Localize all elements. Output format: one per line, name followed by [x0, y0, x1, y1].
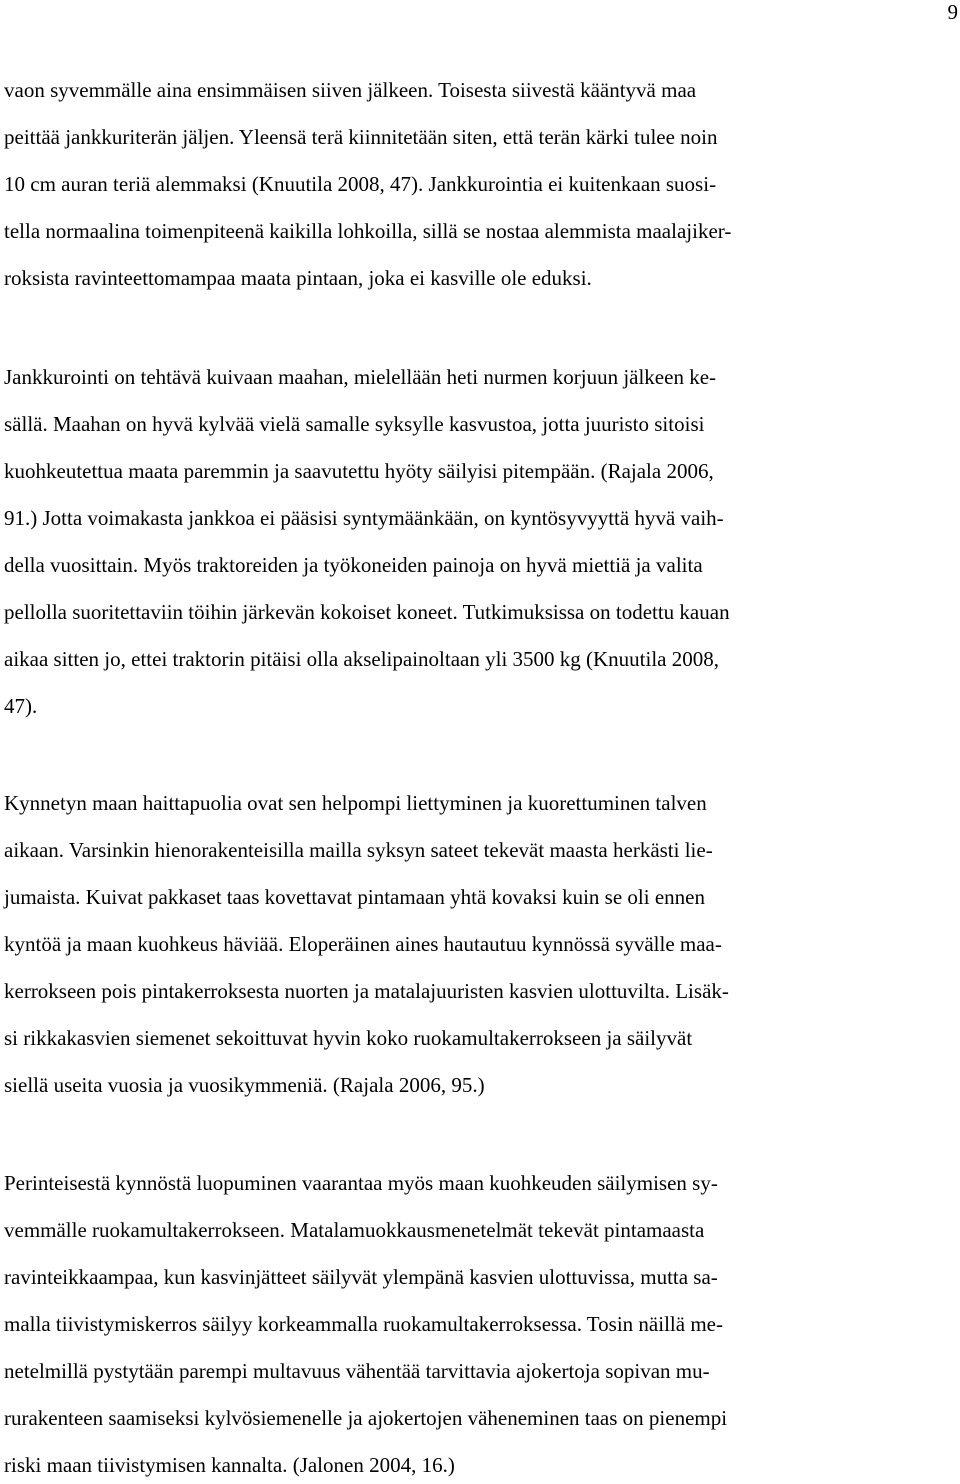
text-line: sällä. Maahan on hyvä kylvää vielä samalle syksylle kasvustoa, jotta juuristo sitoisi [4, 412, 705, 436]
text-line: 10 cm auran teriä alemmaksi (Knuutila 2008, 47). Jankkurointia ei kuitenkaan suosi- [4, 172, 717, 196]
text-line: netelmillä pystytään parempi multavuus vähentää tarvittavia ajokertoja sopivan mu- [4, 1359, 710, 1383]
text-line: Perinteisestä kynnöstä luopuminen vaarantaa myös maan kuohkeuden säilymisen sy- [4, 1171, 718, 1195]
text-line: roksista ravinteettomampaa maata pintaan, joka ei kasville ole eduksi. [4, 266, 592, 290]
text-line: siellä useita vuosia ja vuosikymmeniä. (Rajala 2006, 95.) [4, 1073, 485, 1097]
text-line: ravinteikkaampaa, kun kasvinjätteet säilyvät ylempänä kasvien ulottuvissa, mutta sa- [4, 1265, 718, 1289]
text-line: rurakenteen saamiseksi kylvösiemenelle ja ajokertojen väheneminen taas on pienempi [4, 1406, 728, 1430]
text-line: della vuosittain. Myös traktoreiden ja työkoneiden painoja on hyvä miettiä ja valita [4, 553, 703, 577]
text-line: jumaista. Kuivat pakkaset taas kovettavat pintamaan yhtä kovaksi kuin se oli ennen [4, 885, 705, 909]
text-line: peittää jankkuriterän jäljen. Yleensä terä kiinnitetään siten, että terän kärki tulee noin [4, 125, 718, 149]
text-line: aikaan. Varsinkin hienorakenteisilla mailla syksyn sateet tekevät maasta herkästi lie- [4, 838, 713, 862]
text-line: kuohkeutettua maata paremmin ja saavutettu hyöty säilyisi pitempään. (Rajala 2006, [4, 459, 714, 483]
text-line: riski maan tiivistymisen kannalta. (Jalonen 2004, 16.) [4, 1453, 455, 1477]
text-line: vaon syvemmälle aina ensimmäisen siiven jälkeen. Toisesta siivestä kääntyvä maa [4, 78, 697, 102]
text-line: si rikkakasvien siemenet sekoittuvat hyvin koko ruokamultakerrokseen ja säilyvät [4, 1026, 693, 1050]
text-line: kyntöä ja maan kuohkeus häviää. Eloperäinen aines hautautuu kynnössä syvälle maa- [4, 932, 722, 956]
text-line: kerrokseen pois pintakerroksesta nuorten ja matalajuuristen kasvien ulottuvilta. Lisäk- [4, 979, 729, 1003]
text-line: malla tiivistymiskerros säilyy korkeammalla ruokamultakerroksessa. Tosin näillä me- [4, 1312, 723, 1336]
text-line: 91.) Jotta voimakasta jankkoa ei pääsisi syntymäänkään, on kyntösyvyyttä hyvä vaih- [4, 506, 724, 530]
text-line: Jankkurointi on tehtävä kuivaan maahan, mielellään heti nurmen korjuun jälkeen ke- [4, 365, 717, 389]
text-line: 47). [4, 694, 38, 718]
text-line: aikaa sitten jo, ettei traktorin pitäisi olla akselipainoltaan yli 3500 kg (Knuutila 2008, [4, 647, 720, 671]
text-line: tella normaalina toimenpiteenä kaikilla lohkoilla, sillä se nostaa alemmista maalajiker- [4, 219, 732, 243]
text-line: pellolla suoritettaviin töihin järkevän kokoiset koneet. Tutkimuksissa on todettu kauan [4, 600, 730, 624]
page-number: 9 [947, 0, 958, 24]
text-line: vemmälle ruokamultakerrokseen. Matalamuokkausmenetelmät tekevät pintamaasta [4, 1218, 705, 1242]
text-line: Kynnetyn maan haittapuolia ovat sen helpompi liettyminen ja kuorettuminen talven [4, 791, 707, 815]
